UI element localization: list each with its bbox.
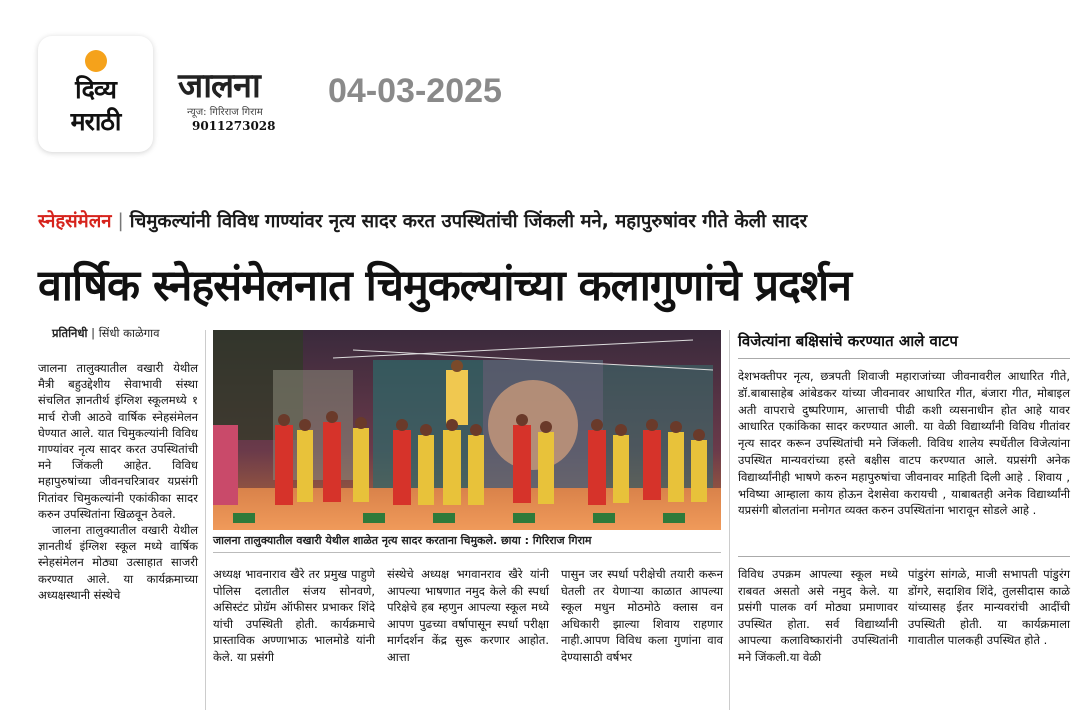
- reporter-phone: 9011273028: [192, 119, 276, 133]
- edition-date: 04-03-2025: [328, 72, 502, 110]
- bottom-column-4: विविध उपक्रम आपल्या स्कूल मध्ये राबवत असतो असे नमुद केले. या प्रसंगी पालक वर्ग मोठ्या प्रमाणावर उपस्थित होता. सर्व विद्यार्थ्यांनी आपल्या कलाविष्कारांनी उपस्थितांनी मने जिंकली.या वेळी: [738, 567, 898, 664]
- logo-text-line2: मराठी: [70, 107, 121, 136]
- left-paragraph-2: जालना तालुक्यातील वखारी येथील ज्ञानतीर्थ इंग्लिश स्कूल मध्ये वार्षिक स्नेहसंमेलन मोठ्या उत्साहात साजरी करण्यात आले. या कार्यक्रमाच्या अध्यक्षस्थानी संस्थेचे: [38, 523, 198, 602]
- logo-text-line1: दिव्य: [75, 75, 116, 104]
- article-right-column: देशभक्तीपर नृत्य, छत्रपती शिवाजी महाराजांच्या जीवनावरील आधारित गीते, डॉ.बाबासाहेब आंबेडकर यांच्या जीवनावर आधारित गीत, बंजारा गीत, मोबाइल अती वापराचे दुष्परिणाम, आत्ताची पीढी कशी व्यसनाधीन होत आहे यावर आधारित एकांकिका सादर करण्यात आली. या वेळी विद्यार्थ्यांनी विविध गीतांवर नृत्य सादर करून उपस्थितांची मने जिंकली. विविध शालेय स्पर्धेतील विजेत्यांना उपस्थित मान्यवरांच्या हस्ते बक्षीस वाटप करण्यात आले. यप्रसंगी अनेक विद्यार्थ्यांनीही भाषणे करुन महापुरुषांचा जीवनावर माहिती दिली आहे . शिवाय , भविष्या आम्हाला काय होऊन देशसेवा करायची , याबाबतही अनेक विद्यार्थ्यांनी यप्रसंगी बोलतांना मनोगत व्यक्त करुन उपस्थितांना भारावून सोडले आहे .: [738, 369, 1070, 518]
- article-left-column: [38, 360, 198, 603]
- byline-place: सिंधी काळेगाव: [98, 326, 160, 340]
- kicker-text: चिमुकल्यांनी विविध गाण्यांवर नृत्य सादर करत उपस्थितांची जिंकली मने, महापुरुषांवर गीते केली सादर: [129, 211, 808, 232]
- newspaper-logo: [38, 36, 153, 152]
- byline-separator: |: [91, 326, 96, 340]
- column-divider: [729, 330, 730, 710]
- article-byline: [52, 326, 160, 341]
- edition-city: जालना: [178, 66, 260, 106]
- kicker-tag: स्नेहसंमेलन: [38, 211, 112, 232]
- bottom-column-3: पासुन जर स्पर्धा परीक्षेची तयारी करून घेतली तर येणाऱ्या काळात आपल्या स्कूल मधुन मोठमोठे क्लास वन अधिकारी झाल्या शिवाय राहणार नाही.आपण विविध कला गुणांना वाव देण्यासाठी वर्षभर: [561, 567, 723, 664]
- photo-caption: जालना तालुक्यातील वखारी येथील शाळेत नृत्य सादर करताना चिमुकले. छाया : गिरिराज गिराम: [213, 533, 721, 553]
- reporter-credit: न्यूज: गिरिराज गिराम: [187, 107, 263, 118]
- left-paragraph-1: जालना तालुक्यातील वखारी येथील मैत्री बहुउद्देशीय सेवाभावी संस्था संचलित ज्ञानतीर्थ इंग्लिश स्कूलमध्ये १ मार्च रोजी आठवे वार्षिक स्नेहसंमेलन घेण्यात आले. यात चिमुकल्यांनी विविध गाण्यांवर नृत्य सादर करत उपस्थितांची मने जिंकली आहेत. विविध महापुरुषांच्या जीवनचरित्रावर यप्रसंगी गितांवर चिमुकल्यांनी एकांकीका सादर करुन उपस्थितांना खिळवून ठेवले.: [38, 361, 198, 521]
- subhead-divider: [738, 358, 1070, 359]
- right-column-divider: [738, 556, 1070, 557]
- article-subhead: विजेत्यांना बक्षिसांचे करण्यात आले वाटप: [738, 332, 958, 350]
- column-divider: [205, 330, 206, 710]
- sun-icon: [85, 50, 107, 72]
- article-photo: [213, 330, 721, 530]
- bottom-column-2: संस्थेचे अध्यक्ष भगवानराव खैरे यांनी आपल्या भाषणात नमुद केले की स्पर्धा परिक्षेचे हब म्हणुन आपल्या स्कूल मध्ये आपण पुढच्या वर्षापासून स्पर्धा परीक्षा मार्गदर्शन केंद्र सुरू करणार आहोत. आत्ता: [387, 567, 549, 664]
- kicker-separator: |: [117, 211, 124, 232]
- article-kicker: [38, 207, 1058, 237]
- byline-label: प्रतिनिधी: [52, 326, 88, 340]
- bottom-column-5: पांडुरंग सांगळे, माजी सभापती पांडुरंग डोंगरे, सदाशिव शिंदे, तुलसीदास काळे यांच्यासह ईतर मान्यवरांची आदींची उपस्थिती होती. या कार्यक्रमाला गावातील पालकही उपस्थित होते .: [908, 567, 1070, 648]
- stage-dance-photo: [213, 330, 721, 530]
- article-headline: वार्षिक स्नेहसंमेलनात चिमुकल्यांच्या कलागुणांचे प्रदर्शन: [38, 261, 851, 311]
- bottom-column-1: अध्यक्ष भावनाराव खैरे तर प्रमुख पाहुणे पोलिस दलातील संजय सोनवणे, असिस्टंट प्रोग्रॅम ऑफीसर प्रभाकर शिंदे यांची उपस्थिती होती. कार्यक्रमाचे प्रास्ताविक अण्णाभाऊ भालमोडे यांनी केले. या प्रसंगी: [213, 567, 375, 664]
